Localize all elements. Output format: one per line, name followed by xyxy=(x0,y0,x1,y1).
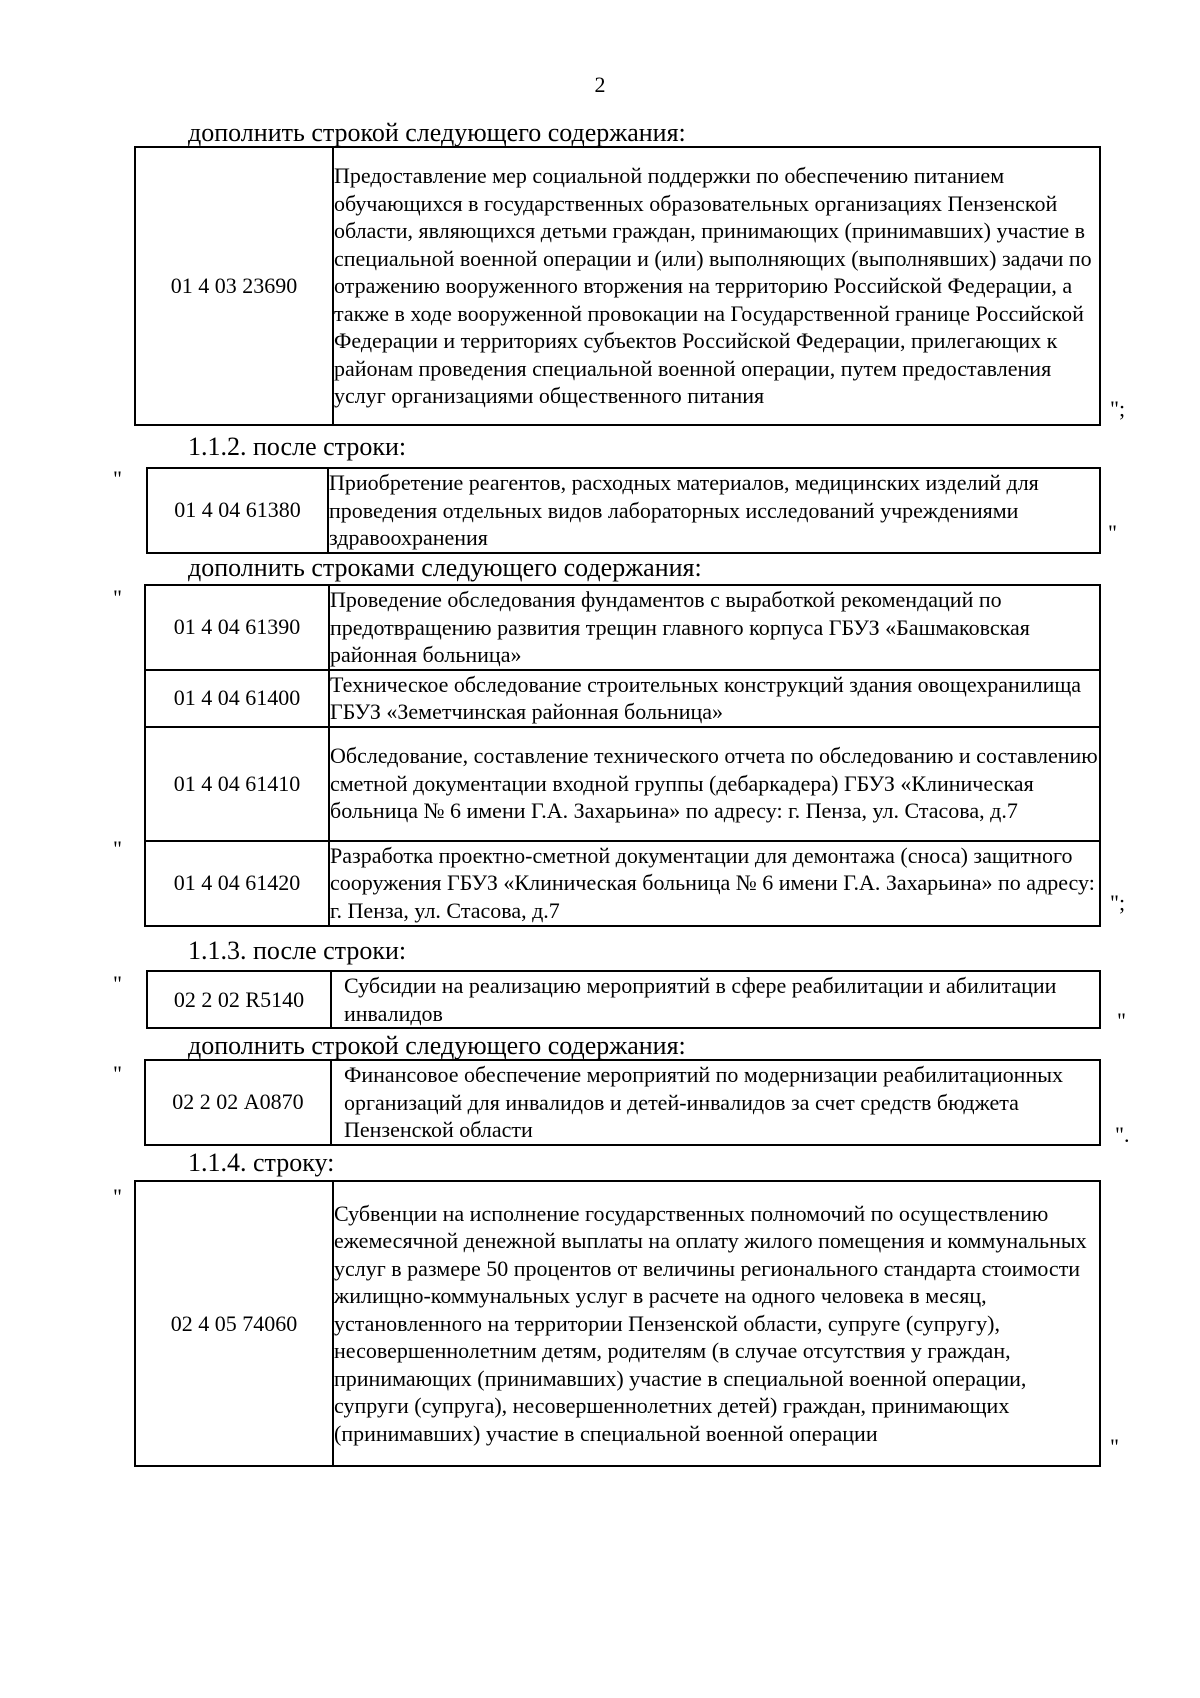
row-description: Субсидии на реализацию мероприятий в сфере реабилитации и абилитации инвалидов xyxy=(331,971,1100,1028)
row-description: Финансовое обеспечение мероприятий по модернизации реабилитационных организаций для инвалидов и детей-инвалидов за счет средств бюджета Пензенской области xyxy=(331,1060,1100,1145)
table-row xyxy=(145,1060,1100,1145)
row-description: Приобретение реагентов, расходных материалов, медицинских изделий для проведения отдельных видов лабораторных исследований учреждениями здравоохранения xyxy=(328,468,1100,553)
budget-table-1 xyxy=(134,146,1101,426)
classification-code: 01 4 04 61420 xyxy=(145,841,329,926)
table-row xyxy=(145,670,1100,727)
classification-code: 02 2 02 А0870 xyxy=(145,1060,331,1145)
instruction-after-row: 1.1.3. после строки: xyxy=(188,936,407,965)
table-row xyxy=(135,147,1100,425)
closing-quote-semicolon: "; xyxy=(1110,396,1126,421)
budget-table-5 xyxy=(144,1059,1101,1146)
table-row xyxy=(135,1181,1100,1466)
opening-quote: " xyxy=(113,466,122,491)
table-row xyxy=(147,971,1100,1028)
budget-table-4 xyxy=(146,970,1101,1029)
classification-code: 02 2 02 R5140 xyxy=(147,971,331,1028)
opening-quote: " xyxy=(113,971,122,996)
page-number: 2 xyxy=(594,72,606,97)
closing-quote: " xyxy=(1110,1434,1119,1459)
opening-quote: " xyxy=(113,1184,122,1209)
row-description: Предоставление мер социальной поддержки по обеспечению питанием обучающихся в государственных образовательных организациях Пензенской области, являющихся детьми граждан, принимающих (принимавших) участие в специальной военной операции и (или) выполняющих (выполнявших) задачи по отражению вооруженного вторжения на территорию Российской Федерации, а также в ходе вооруженной провокации на Государственной границе Российской Федерации и территориях субъектов Российской Федерации, прилегающих к районам проведения специальной военной операции, путем предоставления услуг организациями общественного питания xyxy=(333,147,1100,425)
classification-code: 01 4 04 61400 xyxy=(145,670,329,727)
closing-quote: " xyxy=(1108,520,1117,545)
instruction-add-rows: дополнить строками следующего содержания: xyxy=(188,553,702,582)
closing-quote: " xyxy=(1117,1008,1126,1033)
instruction-add-row: дополнить строкой следующего содержания: xyxy=(188,118,686,147)
opening-quote: " xyxy=(113,836,122,861)
row-description: Разработка проектно-сметной документации для демонтажа (сноса) защитного сооружения ГБУЗ «Клиническая больница № 6 имени Г.А. Захарьина» по адресу: г. Пенза, ул. Стасова, д.7 xyxy=(329,841,1100,926)
instruction-add-row: дополнить строкой следующего содержания: xyxy=(188,1031,686,1060)
classification-code: 01 4 04 61390 xyxy=(145,585,329,670)
row-description: Субвенции на исполнение государственных полномочий по осуществлению ежемесячной денежной выплаты на оплату жилого помещения и коммунальных услуг в размере 50 процентов от величины регионального стандарта стоимости жилищно-коммунальных услуг в расчете на одного человека в месяц, установленного на территории Пензенской области, супруге (супругу), несовершеннолетним детям, родителям (в случае отсутствия у граждан, принимающих (принимавших) участие в специальной военной операции, супруги (супруга), несовершеннолетних детей) граждан, принимающих (принимавших) участие в специальной военной операции xyxy=(333,1181,1100,1466)
table-row xyxy=(145,727,1100,841)
table-row xyxy=(145,841,1100,926)
row-description: Обследование, составление технического отчета по обследованию и составлению сметной документации входной группы (дебаркадера) ГБУЗ «Клиническая больница № 6 имени Г.А. Захарьина» по адресу: г. Пенза, ул. Стасова, д.7 xyxy=(329,727,1100,841)
budget-table-6 xyxy=(134,1180,1101,1467)
budget-table-3 xyxy=(144,584,1101,927)
classification-code: 01 4 04 61410 xyxy=(145,727,329,841)
closing-quote-period: ". xyxy=(1115,1122,1130,1147)
opening-quote: " xyxy=(113,1061,122,1086)
classification-code: 02 4 05 74060 xyxy=(135,1181,333,1466)
row-description: Техническое обследование строительных конструкций здания овощехранилища ГБУЗ «Земетчинская районная больница» xyxy=(329,670,1100,727)
table-row xyxy=(145,585,1100,670)
table-row xyxy=(147,468,1100,553)
row-description: Проведение обследования фундаментов с выработкой рекомендаций по предотвращению развития трещин главного корпуса ГБУЗ «Башмаковская районная больница» xyxy=(329,585,1100,670)
classification-code: 01 4 04 61380 xyxy=(147,468,328,553)
opening-quote: " xyxy=(113,585,122,610)
classification-code: 01 4 03 23690 xyxy=(135,147,333,425)
instruction-after-row: 1.1.2. после строки: xyxy=(188,432,407,461)
instruction-replace-row: 1.1.4. строку: xyxy=(188,1148,335,1177)
budget-table-2 xyxy=(146,467,1101,554)
closing-quote-semicolon: "; xyxy=(1110,890,1126,915)
